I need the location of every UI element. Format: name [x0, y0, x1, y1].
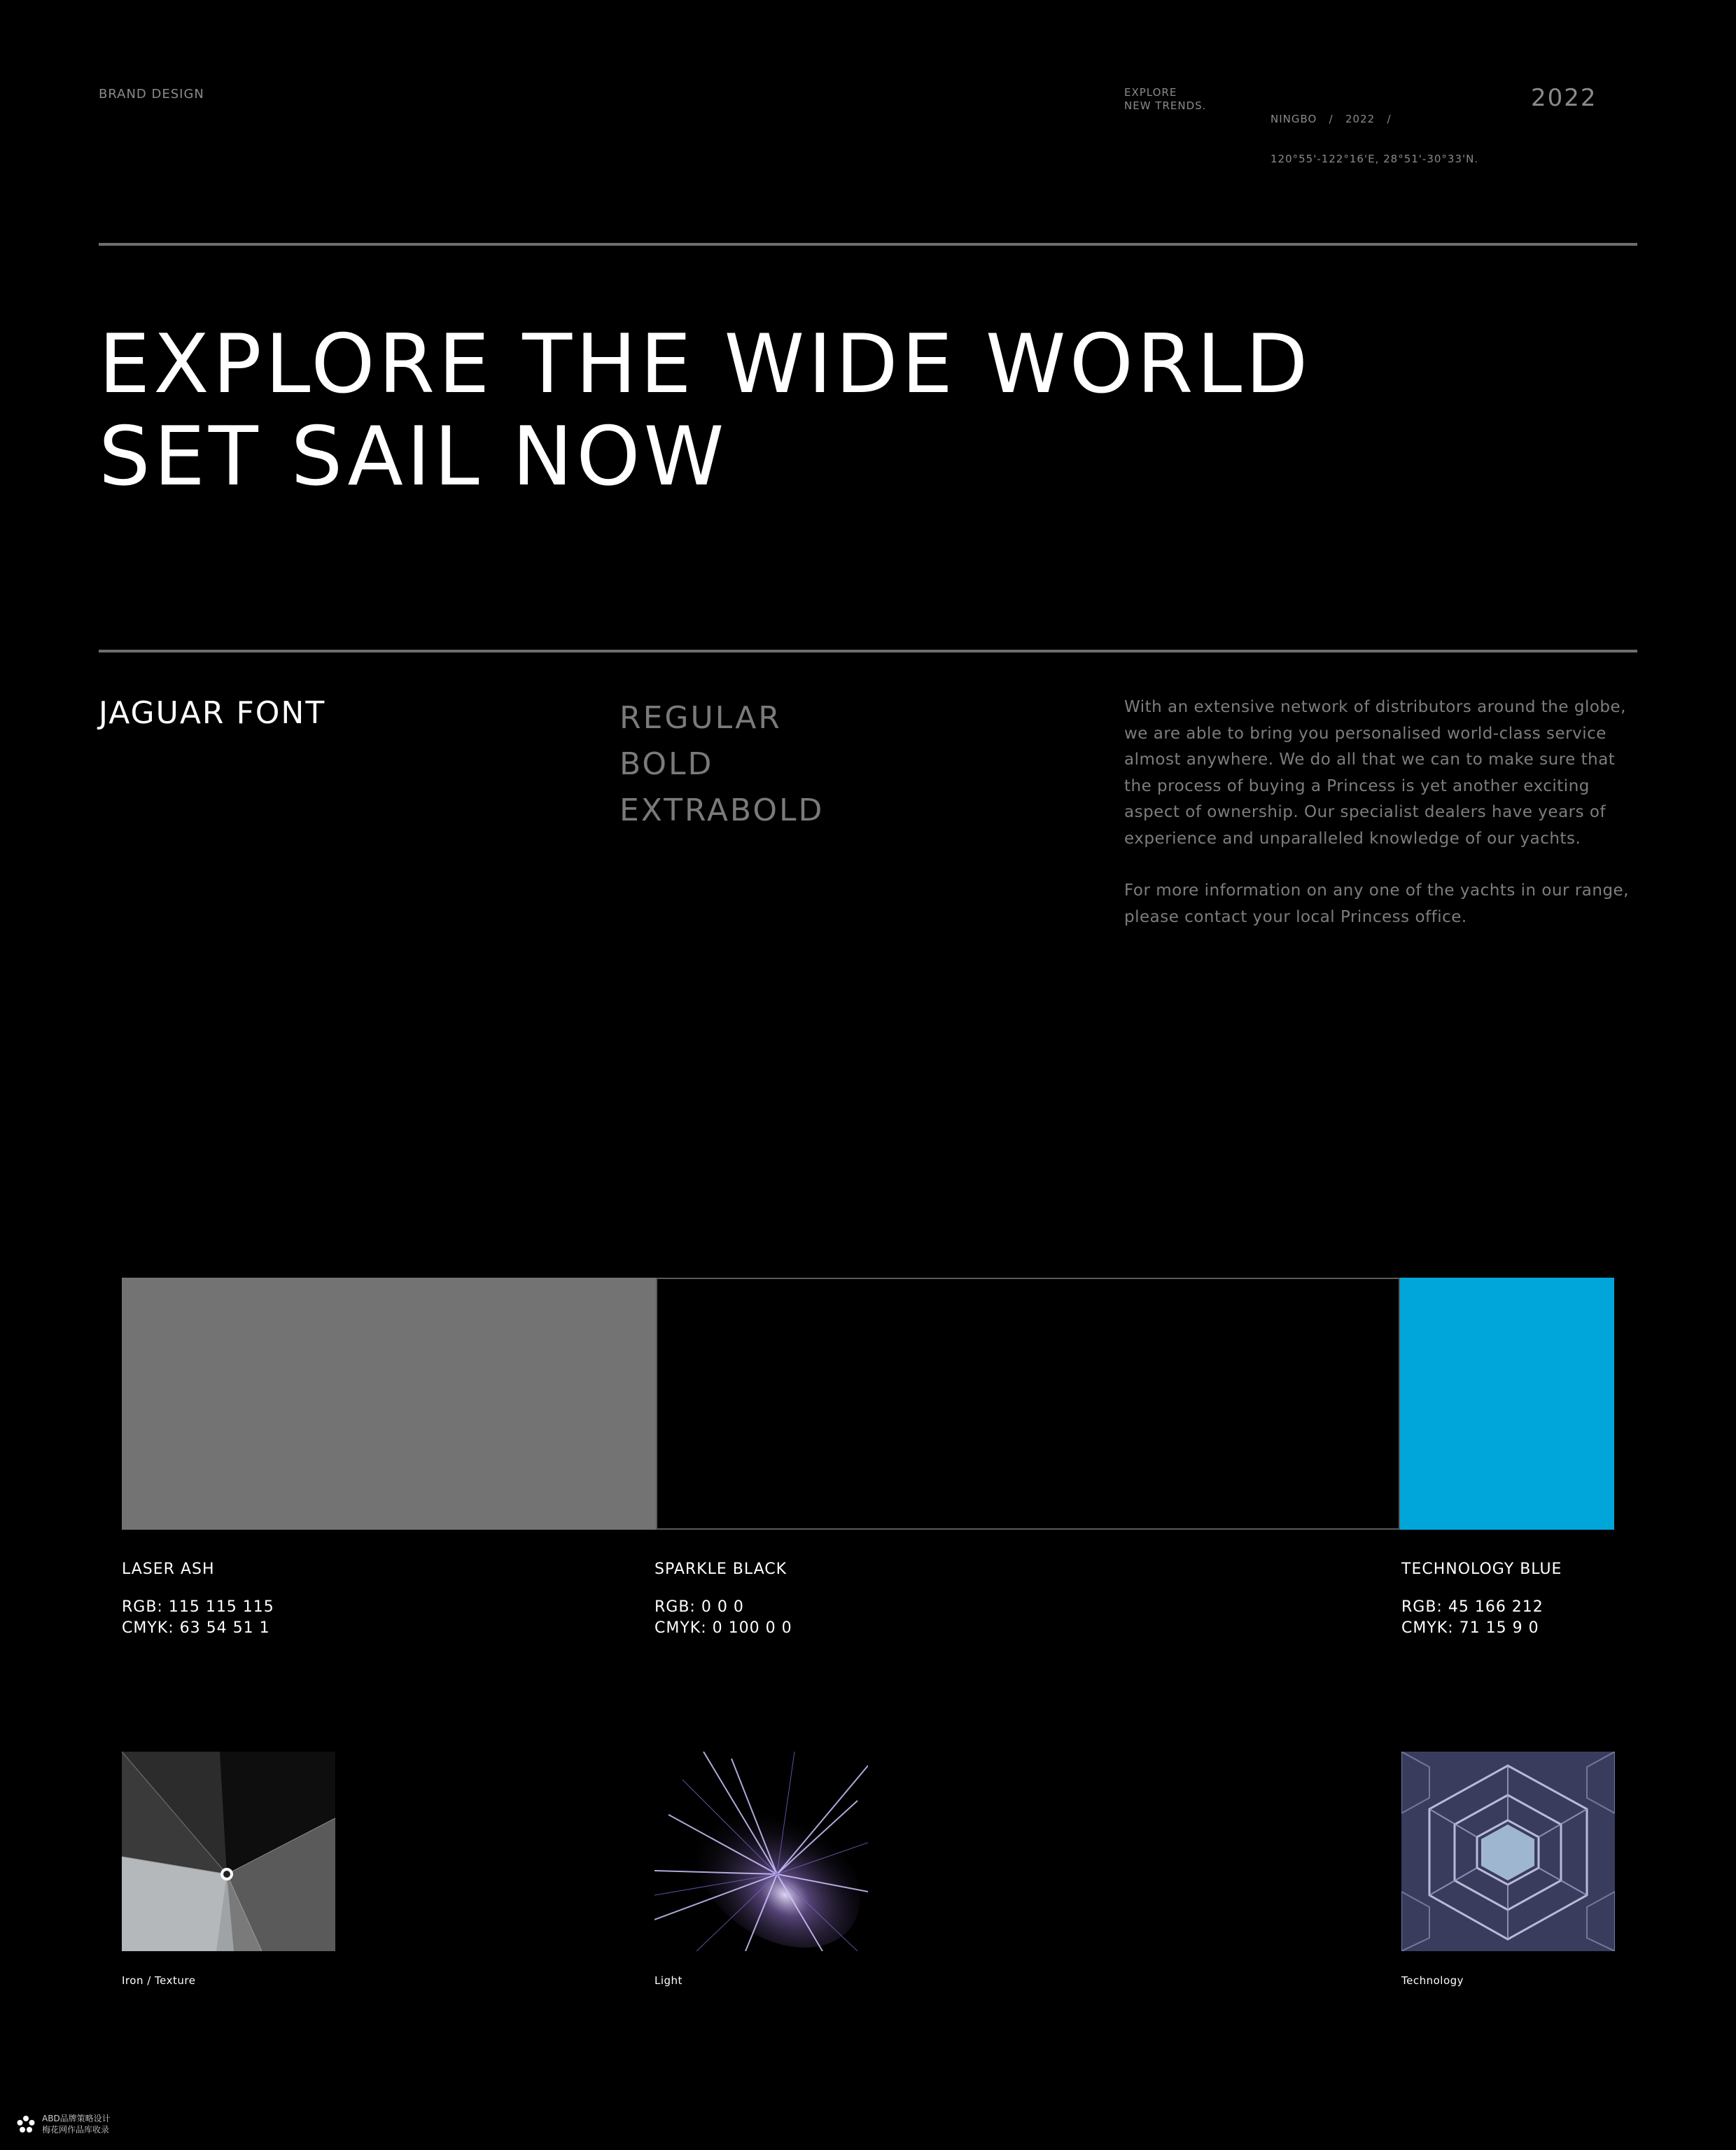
color-name: TECHNOLOGY BLUE [1401, 1561, 1562, 1578]
color-cmyk: CMYK: 0 100 0 0 [654, 1619, 792, 1637]
footer-watermark-text [42, 2113, 111, 2135]
color-values [122, 1597, 274, 1639]
brand-label: BRAND DESIGN [99, 87, 204, 102]
color-name: SPARKLE BLACK [654, 1561, 788, 1578]
color-info-technology-blue [1401, 1561, 1562, 1639]
color-rgb: RGB: 115 115 115 [122, 1598, 274, 1616]
color-cmyk: CMYK: 71 15 9 0 [1401, 1619, 1539, 1637]
top-divider [99, 243, 1637, 246]
font-weight-bold: BOLD [620, 746, 714, 782]
year-label: 2022 [1531, 84, 1597, 112]
explore-line-2: NEW TRENDS. [1124, 99, 1207, 112]
explore-tagline [1124, 86, 1206, 113]
color-rgb: RGB: 45 166 212 [1401, 1598, 1544, 1616]
middle-divider [99, 650, 1637, 652]
color-rgb: RGB: 0 0 0 [654, 1598, 744, 1616]
location-info [1270, 86, 1478, 179]
hero-line-1: EXPLORE THE WIDE WORLD [99, 317, 1312, 412]
color-info-sparkle-black [654, 1561, 792, 1639]
location-line-2: 120°55'-122°16'E, 28°51'-30°33'N. [1270, 153, 1479, 165]
color-cmyk: CMYK: 63 54 51 1 [122, 1619, 270, 1637]
image-caption-light: Light [654, 1974, 682, 1987]
swatch-technology-blue [1400, 1278, 1614, 1530]
font-weights-list [620, 695, 824, 834]
font-name: JAGUAR FONT [99, 695, 326, 731]
font-weight-regular: REGULAR [620, 700, 782, 736]
color-name: LASER ASH [122, 1561, 215, 1578]
footer-line-1: ABD品牌策略设计 [42, 2114, 111, 2123]
image-caption-technology: Technology [1401, 1974, 1464, 1987]
color-values [1401, 1597, 1562, 1639]
explore-line-1: EXPLORE [1124, 86, 1177, 99]
swatch-laser-ash [122, 1278, 656, 1530]
font-weight-extrabold: EXTRABOLD [620, 793, 825, 828]
color-info-laser-ash [122, 1561, 274, 1639]
description-paragraph-1: With an extensive network of distributors around the globe, we are able to bring you personalised world-class service almost anywhere. We do all that we can to make sure that the process of buying a Princess is yet another exciting aspect of ownership. Our specialist dealers have years of experience and unparalleled knowledge of our yachts. [1124, 698, 1626, 848]
iron-texture-image [122, 1752, 335, 1951]
location-line-1: NINGBO / 2022 / [1270, 113, 1392, 125]
light-streaks-image [654, 1752, 868, 1951]
image-caption-iron: Iron / Texture [122, 1974, 196, 1987]
flower-logo-icon [15, 2114, 36, 2135]
description-copy [1124, 694, 1635, 956]
hero-line-2: SET SAIL NOW [99, 410, 728, 504]
technology-hexagon-image [1401, 1752, 1615, 1951]
footer-line-2: 梅花网作品库收录 [42, 2125, 110, 2135]
color-values [654, 1597, 792, 1639]
hero-headline [99, 319, 1311, 503]
description-paragraph-2: For more information on any one of the yachts in our range, please contact your local Princess office. [1124, 881, 1630, 926]
swatch-sparkle-black [656, 1278, 1400, 1530]
